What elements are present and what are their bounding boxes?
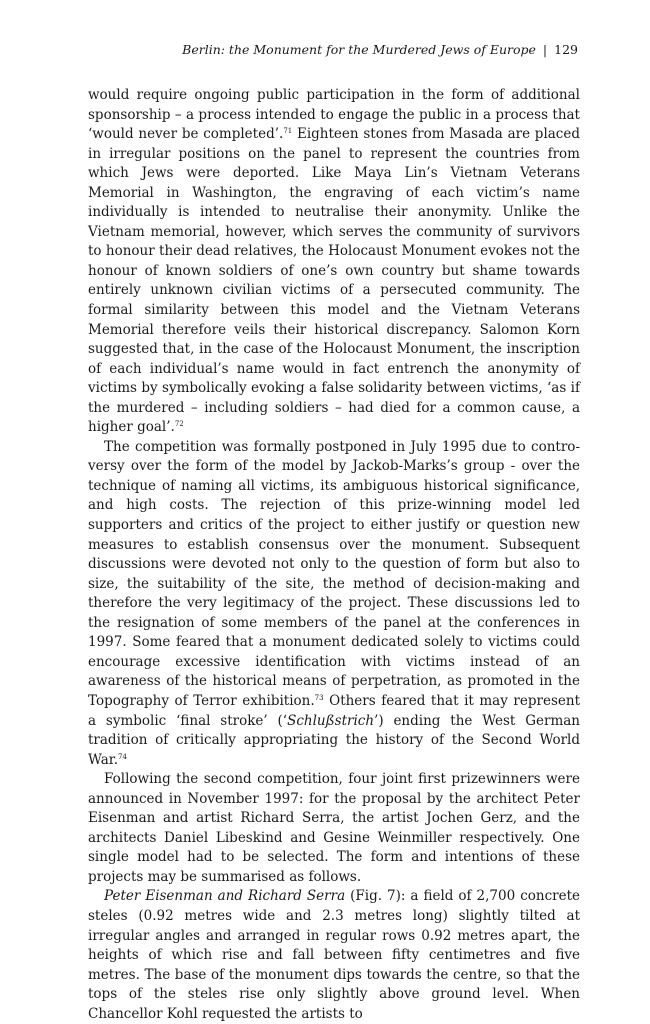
paragraph — [88, 438, 580, 770]
page-number: 129 — [554, 42, 578, 57]
paragraph — [88, 86, 580, 438]
paragraph — [88, 770, 580, 887]
paragraph-text: The competition was formally postponed in July 1995 due to controversy over the form of the model by Jackob-Marks’s group - over the technique of naming all victims, its ambiguous historical significance, and high costs. The rejection of this prize-winning model led supporters and critics of the project to either justify or question new measures to establish consensus over the monument. Subsequent discussions were devoted not only to the question of form but also to size, the suitability of the site, the method of decision-making and therefore the very legitimacy of the project. These discussions led to the resignation of some members of the panel at the conferences in 1997. Some feared that a monument dedicated solely to victims could encourage excessive identification with victims instead of an awareness of the historical means of perpetration, as promoted in the Topography of Terror exhibition. — [88, 438, 580, 709]
paragraph — [88, 887, 580, 1024]
running-head-separator: | — [542, 42, 548, 57]
italic-term: Schlußstrich — [287, 712, 375, 729]
paragraph-text: (Fig. 7): a field of 2,700 concrete steles (0.92 metres wide and 2.3 metres long) slightly tilted at irregular angles and arranged in regular rows 0.92 metres apart, the heights of which rise and fall between fifty centimetres and five metres. The base of the monument dips towards the centre, so that the tops of the steles rise only slightly above ground level. When Chancellor Kohl requested the artists to — [88, 888, 580, 1022]
paragraph-text: Following the second competition, four joint first prizewinners were announced in November 1997: for the proposal by the architect Peter Eisenman and artist Richard Serra, the artist Jochen Gerz, and the architects Daniel Libeskind and Gesine Weinmiller respectively. One single model had to be selected. The form and intentions of these projects may be summarised as follows. — [88, 771, 580, 885]
running-head — [72, 40, 578, 60]
italic-heading: Peter Eisenman and Richard Serra — [104, 888, 346, 905]
footnote-ref[interactable]: 72 — [174, 420, 184, 429]
body-text — [88, 86, 580, 1024]
paragraph-text: Others feared that it may represent a symbolic ‘final stroke’ (‘ — [88, 692, 580, 729]
paragraph-text: ’) ending the West German tradition of critically appropriating the history of the Second World War. — [88, 712, 580, 768]
paragraph-text: Eighteen stones from Masada are placed in irregular positions on the panel to represent the countries from which Jews were deported. Like Maya Lin’s Vietnam Veterans Memorial in Washington, the engraving of each victim’s name individually is intended to neutralise their anonymity. Unlike the Vietnam memorial, however, which serves the community of survivors to honour their dead relatives, the Holocaust Monument evokes not the honour of known soldiers of one’s own country but shame towards entirely unknown civilian victims of a persecuted community. The formal similarity between this model and the Vietnam Veterans Memorial therefore veils their historical discrepancy. Salomon Korn suggested that, in the case of the Holocaust Monument, the inscription of each individual’s name would in fact entrench the anonymity of victims by symbolically evoking a false solidarity between victims, ‘as if the murdered – including soldiers – had died for a common cause, a higher goal’. — [88, 126, 581, 436]
running-head-title: Berlin: the Monument for the Murdered Jews of Europe — [182, 42, 536, 57]
footnote-ref[interactable]: 74 — [118, 752, 127, 761]
footnote-ref[interactable]: 73 — [314, 693, 324, 702]
paragraph-text: would require ongoing public participation in the form of additional sponsorship – a process intended to engage the public in a process that ‘would never be completed’. — [88, 87, 580, 143]
footnote-ref[interactable]: 71 — [283, 127, 293, 136]
